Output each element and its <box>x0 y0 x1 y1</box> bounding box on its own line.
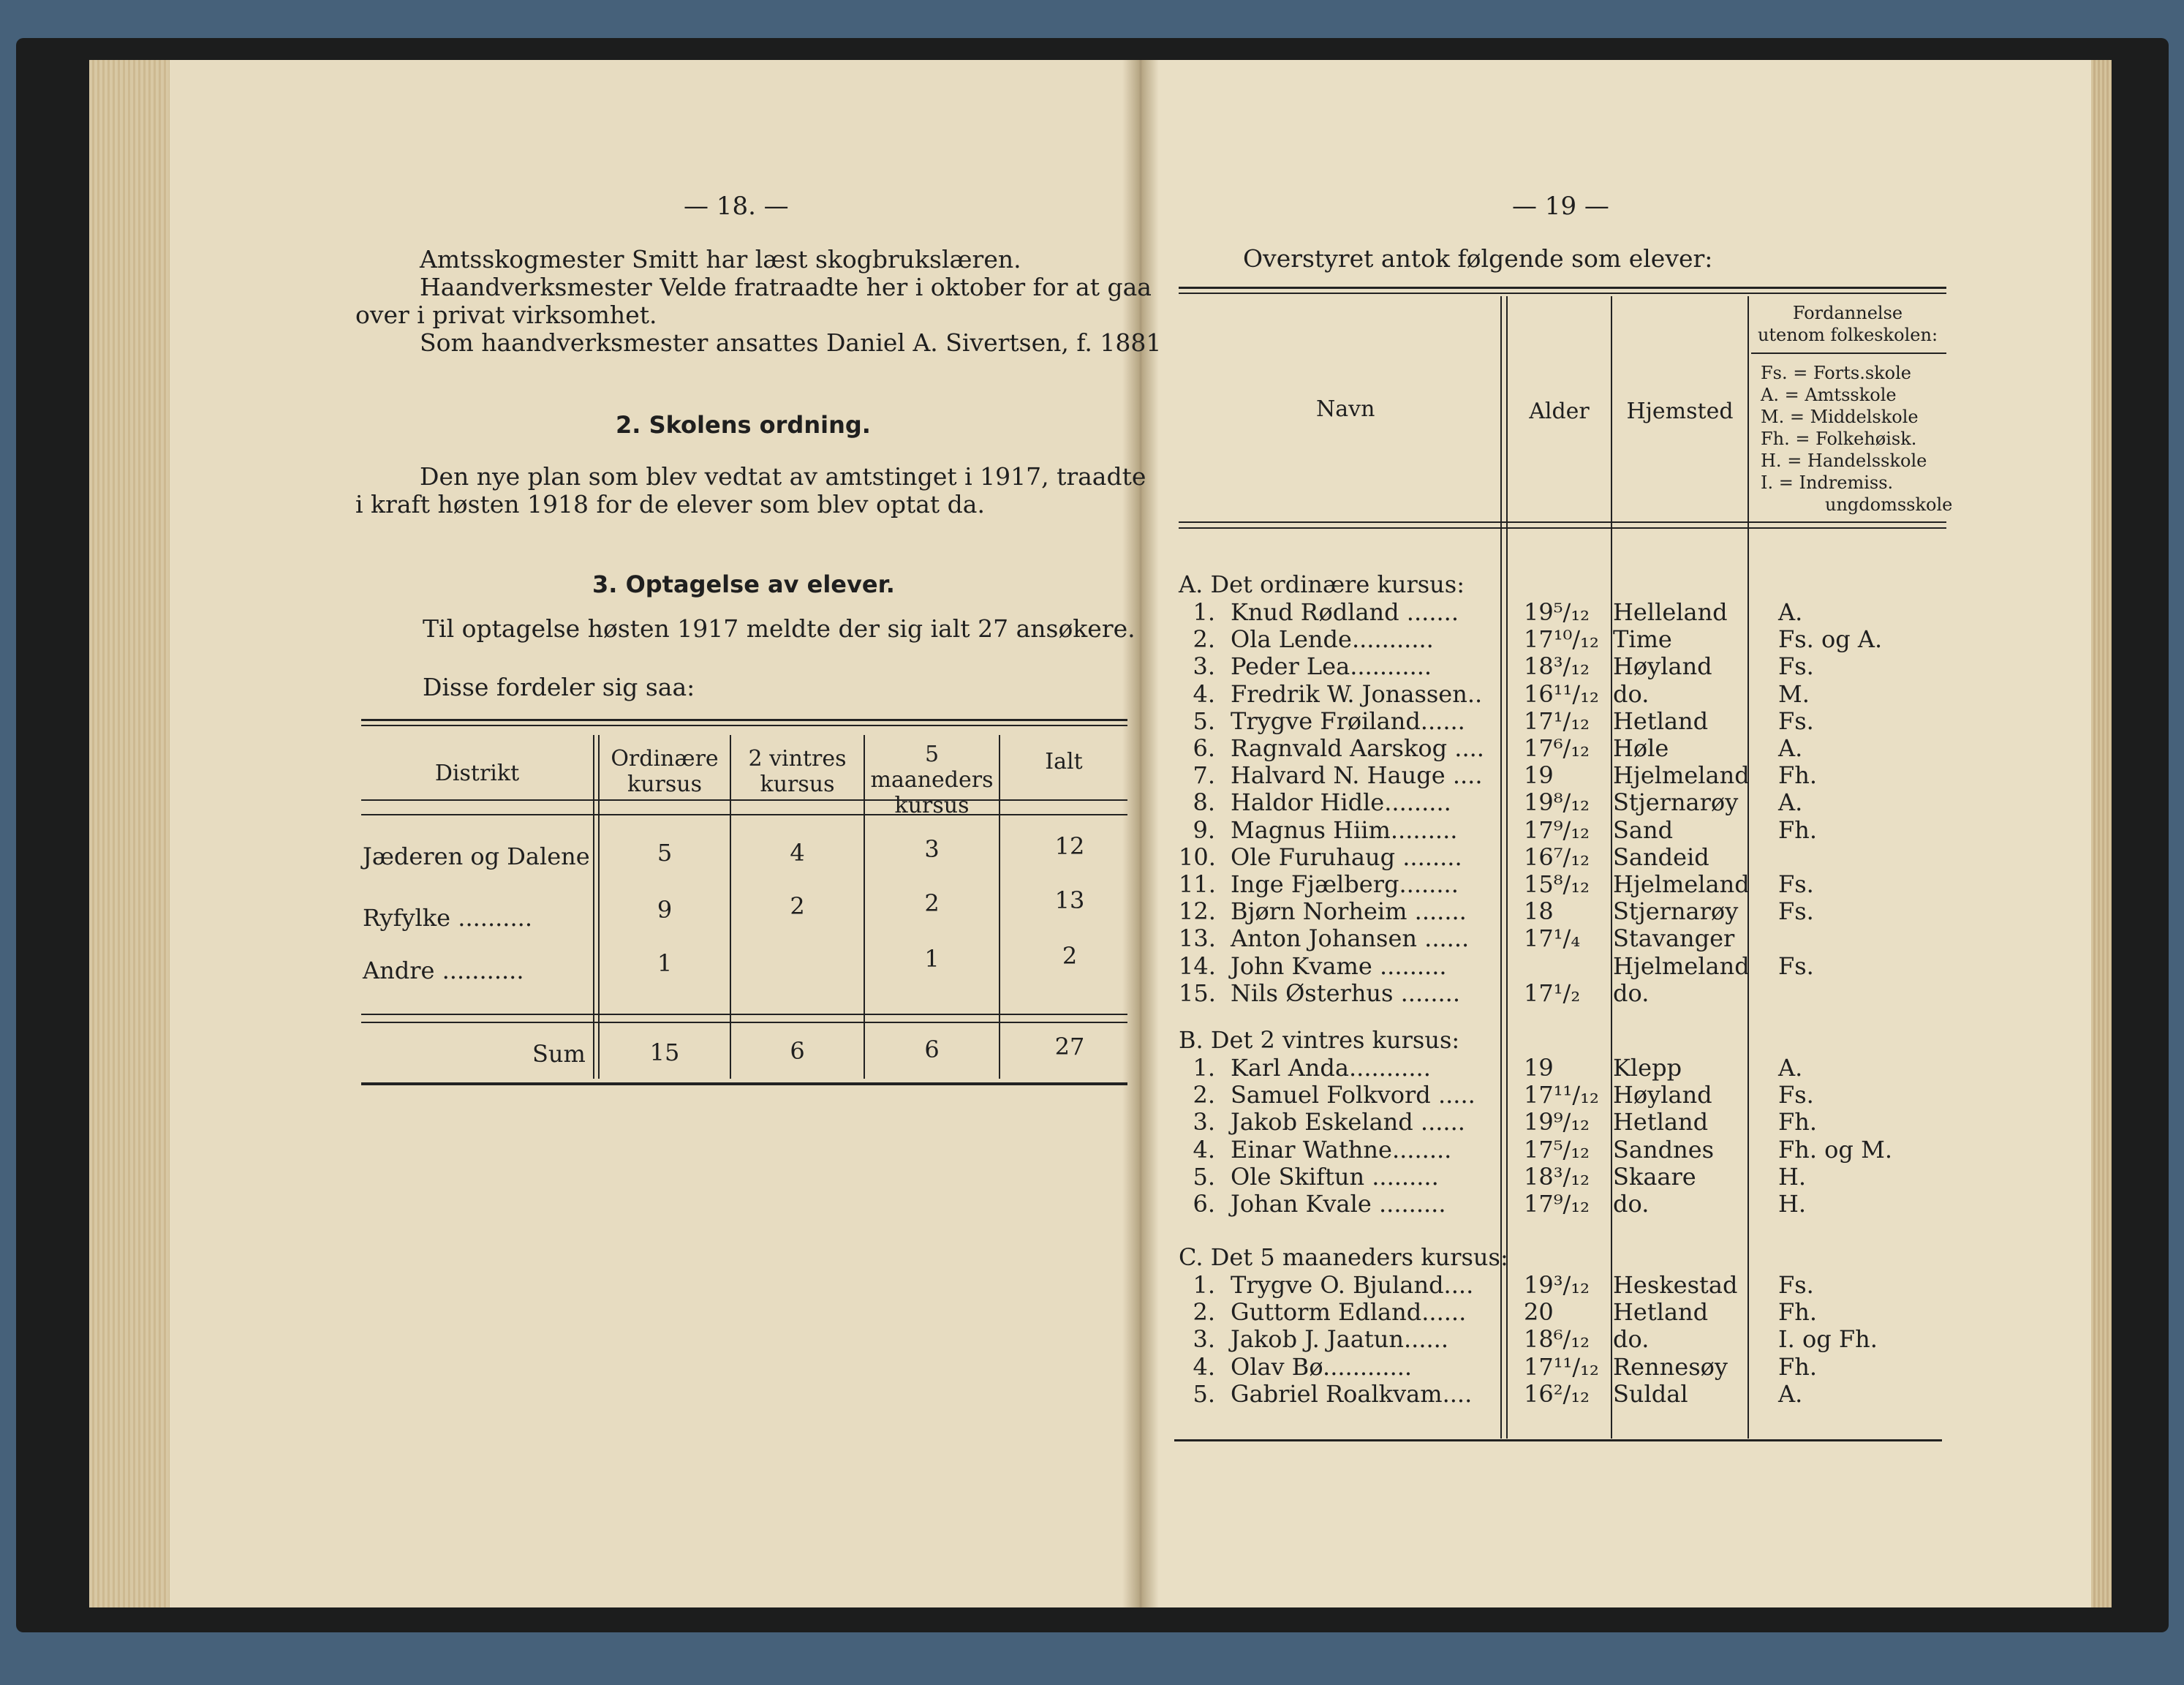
student-name: Trygve Frøiland...... <box>1231 706 1465 735</box>
text-line: Den nye plan som blev vedtat av amtstinget i 1917, traadte <box>420 462 1146 491</box>
row-number: 10. <box>1179 842 1216 871</box>
row-number: 9. <box>1193 815 1215 844</box>
student-hometown: Hjelmeland <box>1613 951 1750 980</box>
student-education: H. <box>1778 1190 1807 1218</box>
student-name: Inge Fjælberg........ <box>1231 870 1459 898</box>
cell-value: 2 <box>790 892 805 920</box>
text-line: Til optagelse høsten 1917 meldte der sig ialt 27 ansøkere. <box>423 614 1136 643</box>
student-hometown: do. <box>1613 679 1650 708</box>
row-number: 2. <box>1193 1298 1215 1327</box>
student-hometown: do. <box>1613 1325 1650 1354</box>
column-header-hjemsted: Hjemsted <box>1626 399 1734 424</box>
student-hometown: Rennesøy <box>1613 1352 1728 1381</box>
legend-item: I. = Indremiss. <box>1761 472 1894 493</box>
student-education: A. <box>1778 1379 1803 1408</box>
page-edges <box>89 60 170 1607</box>
student-name: Ole Skiftun ......... <box>1231 1162 1439 1191</box>
student-age: 17¹⁰/₁₂ <box>1524 625 1599 654</box>
student-education: H. <box>1778 1162 1807 1191</box>
student-age: 17⁵/₁₂ <box>1524 1135 1590 1164</box>
group-title: C. Det 5 maaneders kursus: <box>1179 1243 1508 1271</box>
row-number: 5. <box>1193 1379 1215 1408</box>
student-age: 18³/₁₂ <box>1524 652 1590 681</box>
district-name: Jæderen og Dalene <box>363 842 590 870</box>
student-name: Samuel Folkvord ..... <box>1231 1081 1475 1109</box>
cell-value: 4 <box>790 839 805 867</box>
student-education: A. <box>1778 788 1803 817</box>
student-age: 20 <box>1524 1298 1554 1327</box>
cell-value: 27 <box>1054 1033 1085 1060</box>
student-hometown: Hjelmeland <box>1613 761 1750 790</box>
student-education: A. <box>1778 734 1803 762</box>
student-name: Bjørn Norheim ....... <box>1231 897 1467 926</box>
student-name: Jakob J. Jaatun...... <box>1231 1325 1448 1354</box>
cell-value: 13 <box>1054 886 1085 914</box>
cell-value: 5 <box>657 839 673 867</box>
row-number: 5. <box>1193 1162 1215 1191</box>
column-header: Ordinære kursus <box>611 746 719 797</box>
cell-value: 1 <box>924 945 940 973</box>
cell-value: 9 <box>657 896 673 924</box>
student-name: Knud Rødland ....... <box>1231 598 1459 626</box>
student-hometown: Hetland <box>1613 1108 1709 1136</box>
student-age: 18⁶/₁₂ <box>1524 1325 1590 1354</box>
row-number: 3. <box>1193 1108 1215 1136</box>
row-number: 6. <box>1193 1190 1215 1218</box>
student-education: Fh. og M. <box>1778 1135 1893 1164</box>
row-number: 6. <box>1193 734 1215 762</box>
student-age: 17⁹/₁₂ <box>1524 1190 1590 1218</box>
student-hometown: Suldal <box>1613 1379 1688 1408</box>
page-number: — 19 — <box>1512 192 1609 221</box>
student-name: Trygve O. Bjuland.... <box>1231 1271 1474 1299</box>
group-title: A. Det ordinære kursus: <box>1179 570 1465 598</box>
student-education: Fs. <box>1778 706 1814 735</box>
text-line: i kraft høsten 1918 for de elever som blev optat da. <box>355 490 985 519</box>
student-age: 17⁹/₁₂ <box>1524 815 1590 844</box>
student-hometown: Høle <box>1613 734 1669 762</box>
row-number: 15. <box>1179 979 1216 1007</box>
section-heading: 3. Optagelse av elever. <box>592 570 895 598</box>
cell-value: 6 <box>790 1037 805 1065</box>
row-number: 3. <box>1193 1325 1215 1354</box>
student-hometown: Helleland <box>1613 598 1728 626</box>
student-education: Fs. <box>1778 897 1814 926</box>
page-edges <box>2091 60 2112 1607</box>
legend-item: ungdomsskole <box>1825 494 1953 515</box>
student-age: 17⁶/₁₂ <box>1524 734 1590 762</box>
student-hometown: Stavanger <box>1613 924 1735 953</box>
legend-item: H. = Handelsskole <box>1761 451 1927 471</box>
student-age: 16²/₁₂ <box>1524 1379 1590 1408</box>
student-age: 17¹¹/₁₂ <box>1524 1352 1599 1381</box>
student-age: 19³/₁₂ <box>1524 1271 1590 1299</box>
student-name: Einar Wathne........ <box>1231 1135 1452 1164</box>
student-age: 18 <box>1524 897 1554 926</box>
column-header: 5 maaneders kursus <box>870 742 994 818</box>
student-hometown: Stjernarøy <box>1613 788 1739 817</box>
student-age: 17¹/₁₂ <box>1524 706 1590 735</box>
row-number: 1. <box>1193 1271 1215 1299</box>
row-number: 12. <box>1179 897 1216 926</box>
group-title: B. Det 2 vintres kursus: <box>1179 1026 1460 1054</box>
student-name: Gabriel Roalkvam.... <box>1231 1379 1473 1408</box>
student-hometown: Sandnes <box>1613 1135 1715 1164</box>
row-number: 4. <box>1193 1352 1215 1381</box>
student-age: 19 <box>1524 1054 1554 1082</box>
student-education: Fs. <box>1778 1081 1814 1109</box>
student-hometown: Time <box>1613 625 1672 654</box>
student-education: Fs. <box>1778 870 1814 898</box>
legend-item: M. = Middelskole <box>1761 407 1919 427</box>
student-hometown: Stjernarøy <box>1613 897 1739 926</box>
text-line: over i privat virksomhet. <box>355 301 657 329</box>
student-education: I. og Fh. <box>1778 1325 1878 1354</box>
student-education: Fh. <box>1778 1298 1817 1327</box>
student-hometown: Hetland <box>1613 706 1709 735</box>
district-name: Ryfylke .......... <box>363 904 532 932</box>
row-number: 2. <box>1193 625 1215 654</box>
cell-value: 2 <box>924 889 940 917</box>
cell-value: 1 <box>657 949 673 977</box>
student-name: Magnus Hiim......... <box>1231 815 1458 844</box>
row-number: 4. <box>1193 679 1215 708</box>
column-header: Ialt <box>1045 749 1083 774</box>
district-name: Andre ........... <box>363 957 524 984</box>
student-education: Fh. <box>1778 815 1817 844</box>
student-hometown: Klepp <box>1613 1054 1682 1082</box>
text-line: Haandverksmester Velde fratraadte her i oktober for at gaa <box>420 273 1152 301</box>
student-education: Fh. <box>1778 1108 1817 1136</box>
student-education: Fh. <box>1778 1352 1817 1381</box>
student-hometown: Hetland <box>1613 1298 1709 1327</box>
cell-value: 6 <box>924 1036 940 1063</box>
student-name: Ola Lende........... <box>1231 625 1434 654</box>
student-name: John Kvame ......... <box>1231 951 1447 980</box>
student-age: 15⁸/₁₂ <box>1524 870 1590 898</box>
student-hometown: do. <box>1613 979 1650 1007</box>
student-education: Fh. <box>1778 761 1817 790</box>
text-line: Disse fordeler sig saa: <box>423 673 695 701</box>
student-hometown: Sandeid <box>1613 842 1709 871</box>
student-education: Fs. og A. <box>1778 625 1883 654</box>
column-header: Distrikt <box>434 761 520 786</box>
intro-text: Overstyret antok følgende som elever: <box>1243 244 1713 273</box>
legend-item: Fh. = Folkehøisk. <box>1761 429 1917 449</box>
row-number: 1. <box>1193 598 1215 626</box>
column-header: 2 vintres kursus <box>748 746 847 797</box>
legend-item: Fs. = Forts.skole <box>1761 363 1912 383</box>
student-age: 17¹¹/₁₂ <box>1524 1081 1599 1109</box>
column-header-fordannelse: utenom folkeskolen: <box>1757 325 1938 345</box>
row-number: 5. <box>1193 706 1215 735</box>
student-education: Fs. <box>1778 1271 1814 1299</box>
student-age: 18³/₁₂ <box>1524 1162 1590 1191</box>
student-hometown: Heskestad <box>1613 1271 1738 1299</box>
student-age: 19 <box>1524 761 1554 790</box>
student-age: 16¹¹/₁₂ <box>1524 679 1599 708</box>
student-education: Fs. <box>1778 652 1814 681</box>
student-age: 19⁸/₁₂ <box>1524 788 1590 817</box>
student-name: Haldor Hidle......... <box>1231 788 1451 817</box>
legend-item: A. = Amtsskole <box>1761 385 1897 405</box>
student-name: Nils Østerhus ........ <box>1231 979 1460 1007</box>
column-header-fordannelse: Fordannelse <box>1792 303 1903 323</box>
student-age: 19⁹/₁₂ <box>1524 1108 1590 1136</box>
student-name: Olav Bø............ <box>1231 1352 1413 1381</box>
sum-label: Sum <box>532 1040 586 1068</box>
page-number: — 18. — <box>684 192 789 221</box>
student-hometown: Skaare <box>1613 1162 1696 1191</box>
text-line: Som haandverksmester ansattes Daniel A. Sivertsen, f. 1881 <box>420 328 1162 357</box>
student-education: Fs. <box>1778 951 1814 980</box>
cell-value: 12 <box>1054 832 1085 860</box>
student-age: 17¹/₄ <box>1524 924 1581 953</box>
row-number: 8. <box>1193 788 1215 817</box>
row-number: 2. <box>1193 1081 1215 1109</box>
student-name: Peder Lea........... <box>1231 652 1432 681</box>
row-number: 13. <box>1179 924 1216 953</box>
column-header-alder: Alder <box>1529 399 1590 424</box>
student-name: Jakob Eskeland ...... <box>1231 1108 1465 1136</box>
student-hometown: Hjelmeland <box>1613 870 1750 898</box>
student-name: Guttorm Edland...... <box>1231 1298 1467 1327</box>
cell-value: 3 <box>924 835 940 863</box>
student-name: Johan Kvale ......... <box>1231 1190 1446 1218</box>
column-header-navn: Navn <box>1316 396 1375 422</box>
student-hometown: Høyland <box>1613 1081 1712 1109</box>
student-education: A. <box>1778 598 1803 626</box>
row-number: 4. <box>1193 1135 1215 1164</box>
student-age: 16⁷/₁₂ <box>1524 842 1590 871</box>
student-age: 17¹/₂ <box>1524 979 1581 1007</box>
student-name: Anton Johansen ...... <box>1231 924 1470 953</box>
student-age: 19⁵/₁₂ <box>1524 598 1590 626</box>
student-hometown: Sand <box>1613 815 1674 844</box>
text-line: Amtsskogmester Smitt har læst skogbrukslæren. <box>420 245 1021 274</box>
student-hometown: Høyland <box>1613 652 1712 681</box>
section-heading: 2. Skolens ordning. <box>616 411 871 439</box>
student-education: M. <box>1778 679 1810 708</box>
student-education: A. <box>1778 1054 1803 1082</box>
student-name: Ole Furuhaug ........ <box>1231 842 1462 871</box>
row-number: 3. <box>1193 652 1215 681</box>
cell-value: 2 <box>1062 942 1078 970</box>
student-name: Karl Anda........... <box>1231 1054 1431 1082</box>
row-number: 1. <box>1193 1054 1215 1082</box>
cell-value: 15 <box>649 1038 680 1066</box>
student-name: Ragnvald Aarskog .... <box>1231 734 1484 762</box>
row-number: 14. <box>1179 951 1216 980</box>
row-number: 11. <box>1179 870 1216 898</box>
row-number: 7. <box>1193 761 1215 790</box>
student-hometown: do. <box>1613 1190 1650 1218</box>
student-name: Halvard N. Hauge .... <box>1231 761 1483 790</box>
student-name: Fredrik W. Jonassen.. <box>1231 679 1483 708</box>
